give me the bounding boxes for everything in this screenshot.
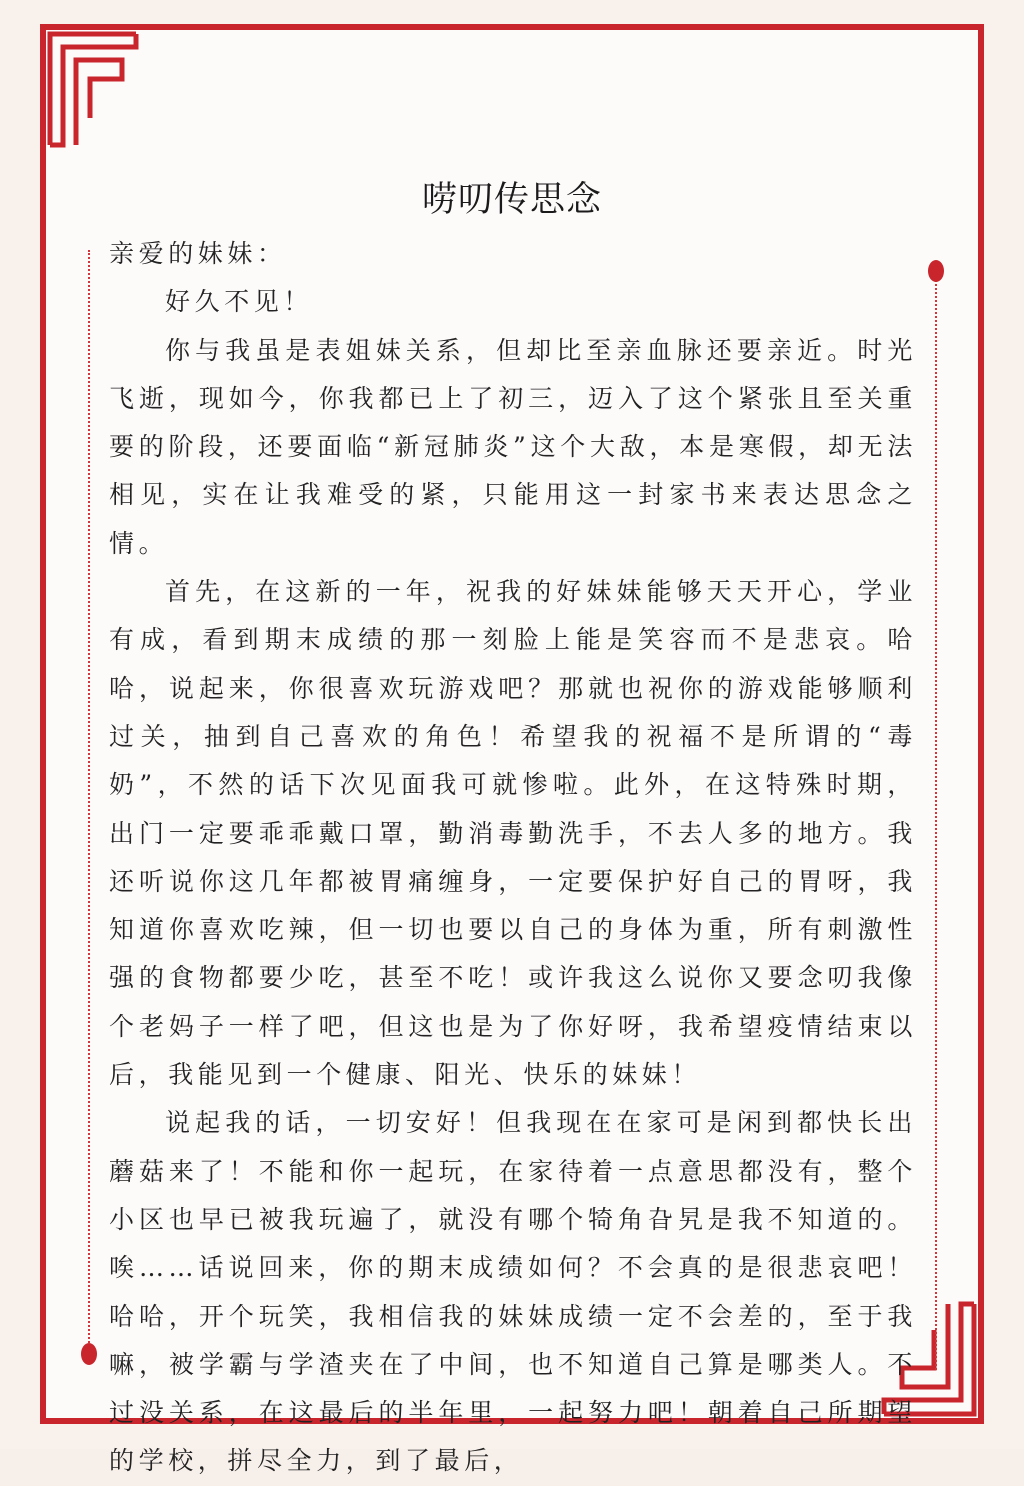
paragraph: 说起我的话，一切安好！但我现在在家可是闲到都快长出蘑菇来了！不能和你一起玩，在家待着一点意思都没有，整个小区也早已被我玩遍了，就没有哪个犄角旮旯是我不知道的。唉……话说回来，你的期末成绩如何？不会真的是很悲哀吧！哈哈，开个玩笑，我相信我的妹妹成绩一定不会差的，至于我嘛，被学霸与学渣夹在了中间，也不知道自己算是哪类人。不过没关系，在这最后的半年里，一起努力吧！朝着自己所期望的学校，拼尽全力，到了最后，: [109, 1108, 917, 1476]
salutation: 亲爱的妹妹：: [109, 239, 287, 268]
paragraph: 首先，在这新的一年，祝我的好妹妹能够天天开心，学业有成，看到期末成绩的那一刻脸上能是笑容而不是悲哀。哈哈，说起来，你很喜欢玩游戏吧？那就也祝你的游戏能够顺利过关，抽到自己喜欢的角色！希望我的祝福不是所谓的“毒奶”，不然的话下次见面我可就惨啦。此外，在这特殊时期，出门一定要乖乖戴口罩，勤消毒勤洗手，不去人多的地方。我还听说你这几年都被胃痛缠身，一定要保护好自己的胃呀，我知道你喜欢吃辣，但一切也要以自己的身体为重，所有刺激性强的食物都要少吃，甚至不吃！或许我这么说你又要念叨我像个老妈子一样了吧，但这也是为了你好呀，我希望疫情结束以后，我能见到一个健康、阳光、快乐的妹妹！: [109, 577, 917, 1090]
paragraph: 你与我虽是表姐妹关系，但却比至亲血脉还要亲近。时光飞逝，现如今，你我都已上了初三，迈入了这个紧张且至关重要的阶段，还要面临“新冠肺炎”这个大敌，本是寒假，却无法相见，实在让我难受的紧，只能用这一封家书来表达思念之情。: [109, 335, 917, 558]
letter-title: 唠叨传思念: [421, 180, 602, 220]
dotted-line-right: [935, 275, 937, 1370]
paragraph: 好久不见！: [165, 287, 314, 317]
corner-ornament-top-left: [40, 24, 140, 149]
dotted-line-left: [88, 250, 90, 1350]
letter-body: [109, 230, 917, 1486]
red-dot-bottom-left: [81, 1343, 97, 1365]
red-dot-top-right: [928, 260, 944, 282]
